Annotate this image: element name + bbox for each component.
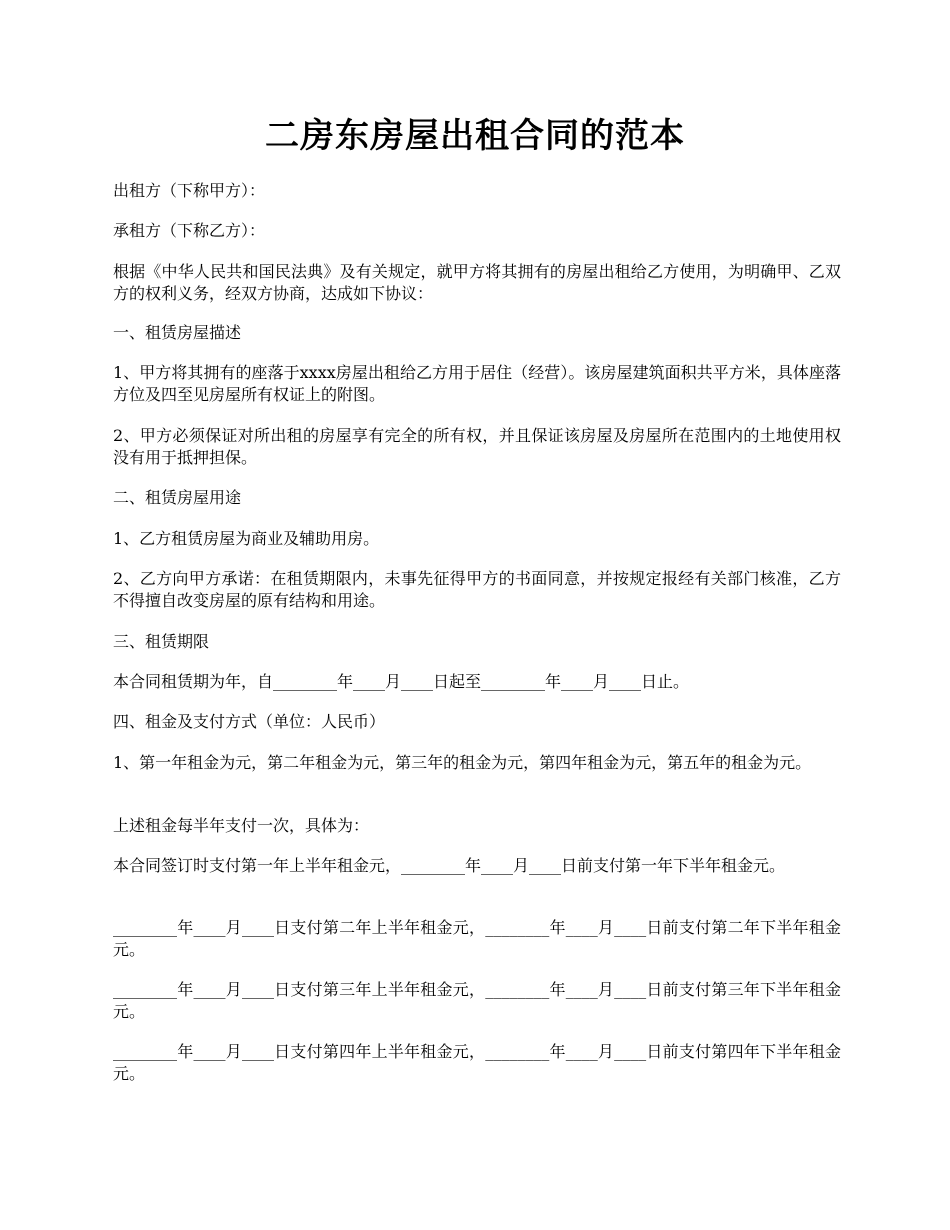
clause-4-payment-year-3: ________年____月____日支付第三年上半年租金元，________年____月____日前支付第三年下半年租金元。	[113, 980, 841, 1021]
party-a-line: 出租方（下称甲方）：	[113, 181, 266, 200]
clause-4-payment-intro: 上述租金每半年支付一次，具体为：	[113, 816, 370, 835]
clause-2-1: 1、乙方租赁房屋为商业及辅助用房。	[113, 529, 380, 548]
section-heading-4: 四、租金及支付方式（单位：人民币）	[113, 712, 386, 731]
clause-3-term: 本合同租赁期为年，自________年____月____日起至________年____月____日止。	[113, 672, 690, 691]
preamble-paragraph: 根据《中华人民共和国民法典》及有关规定，就甲方将其拥有的房屋出租给乙方使用，为明确甲、乙双方的权利义务，经双方协商，达成如下协议：	[113, 262, 841, 303]
party-b-line: 承租方（下称乙方）：	[113, 221, 266, 240]
clause-4-1: 1、第一年租金为元，第二年租金为元，第三年的租金为元，第四年租金为元，第五年的租金为元。	[113, 753, 812, 772]
clause-4-payment-year-4: ________年____月____日支付第四年上半年租金元，________年____月____日前支付第四年下半年租金元。	[113, 1042, 841, 1083]
section-heading-3: 三、租赁期限	[113, 632, 210, 651]
clause-1-2: 2、甲方必须保证对所出租的房屋享有完全的所有权，并且保证该房屋及房屋所在范围内的土地使用权没有用于抵押担保。	[113, 426, 841, 467]
clause-4-payment-year-1: 本合同签订时支付第一年上半年租金元，________年____月____日前支付第一年下半年租金元。	[113, 856, 786, 875]
section-heading-2: 二、租赁房屋用途	[113, 488, 242, 507]
document-title: 二房东房屋出租合同的范本	[265, 116, 685, 156]
clause-1-1: 1、甲方将其拥有的座落于xxxx房屋出租给乙方用于居住（经营）。该房屋建筑面积共平方米，具体座落方位及四至见房屋所有权证上的附图。	[113, 363, 841, 404]
clause-4-payment-year-2: ________年____月____日支付第二年上半年租金元，________年____月____日前支付第二年下半年租金元。	[113, 918, 841, 959]
section-heading-1: 一、租赁房屋描述	[113, 323, 242, 342]
clause-2-2: 2、乙方向甲方承诺：在租赁期限内，未事先征得甲方的书面同意，并按规定报经有关部门核准，乙方不得擅自改变房屋的原有结构和用途。	[113, 569, 841, 610]
